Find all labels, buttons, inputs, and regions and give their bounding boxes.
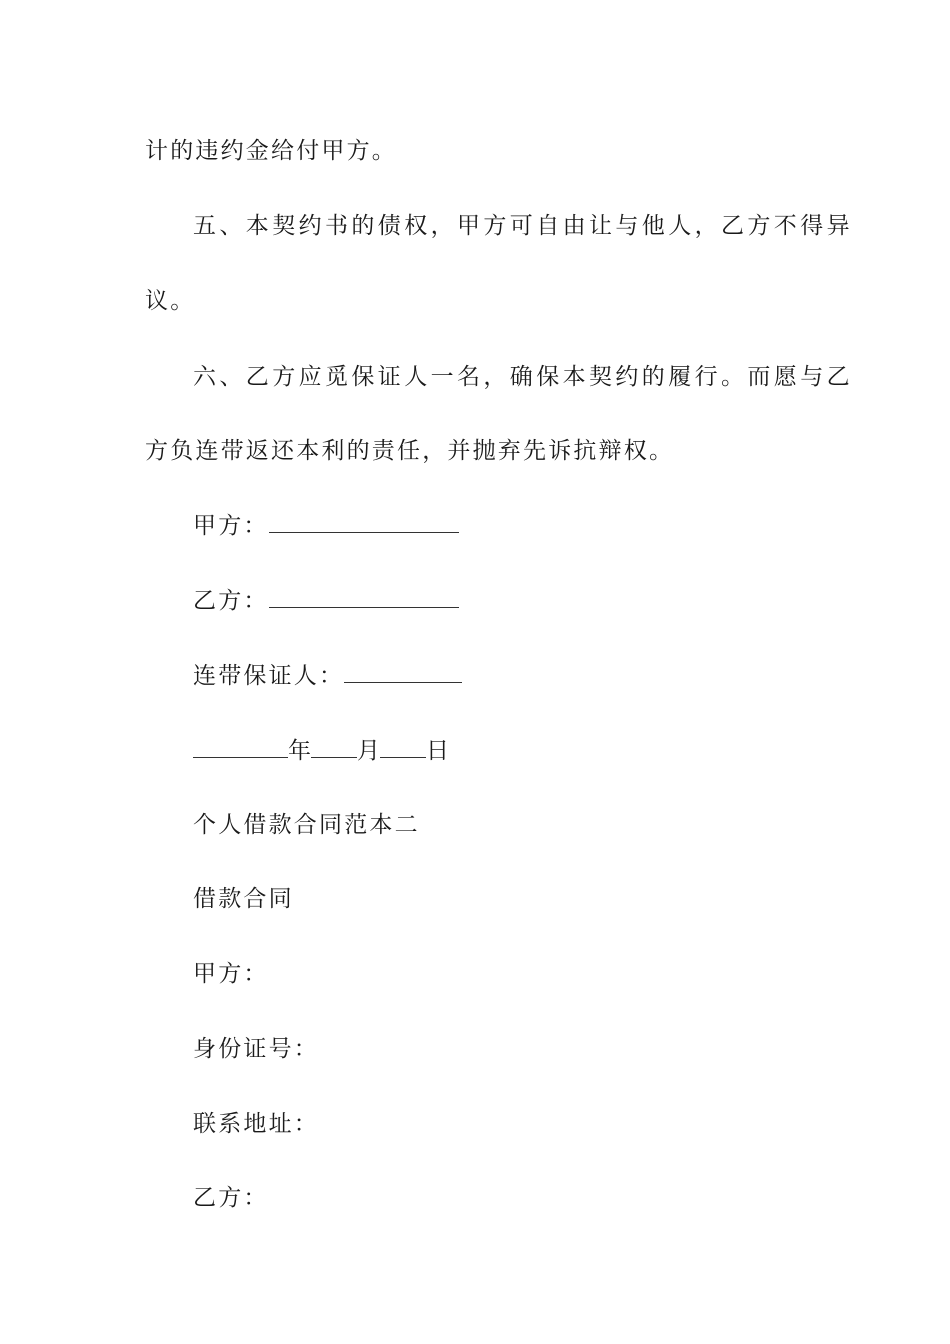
year-blank	[193, 735, 288, 758]
day-label: 日	[426, 738, 449, 764]
year-label: 年	[288, 738, 311, 764]
guarantor-label: 连带保证人：	[193, 663, 345, 689]
paragraph-penalty-end: 计的违约金给付甲方。	[145, 138, 397, 164]
party-b-blank	[269, 585, 459, 608]
signature-date	[193, 735, 449, 766]
signature-guarantor	[193, 660, 462, 691]
paragraph-clause-5-line-2: 议。	[145, 288, 196, 314]
paragraph-clause-6-line-2: 方负连带返还本利的责任，并抛弃先诉抗辩权。	[145, 438, 675, 464]
contract-title: 借款合同	[193, 886, 294, 912]
signature-party-b	[193, 585, 459, 616]
field-id-number: 身份证号：	[193, 1036, 319, 1062]
day-blank	[380, 735, 426, 758]
month-blank	[311, 735, 357, 758]
paragraph-clause-5-line-1: 五、本契约书的债权，甲方可自由让与他人，乙方不得异	[193, 213, 853, 239]
field-party-a: 甲方：	[193, 961, 269, 987]
signature-party-a	[193, 510, 459, 541]
field-party-b: 乙方：	[193, 1185, 269, 1211]
paragraph-clause-6-line-1: 六、乙方应觅保证人一名，确保本契约的履行。而愿与乙	[193, 364, 853, 390]
party-a-blank	[269, 510, 459, 533]
guarantor-blank	[344, 660, 462, 683]
month-label: 月	[357, 738, 380, 764]
field-address: 联系地址：	[193, 1111, 319, 1137]
section-title: 个人借款合同范本二	[193, 812, 420, 838]
party-a-label: 甲方：	[193, 513, 269, 539]
party-b-label: 乙方：	[193, 588, 269, 614]
